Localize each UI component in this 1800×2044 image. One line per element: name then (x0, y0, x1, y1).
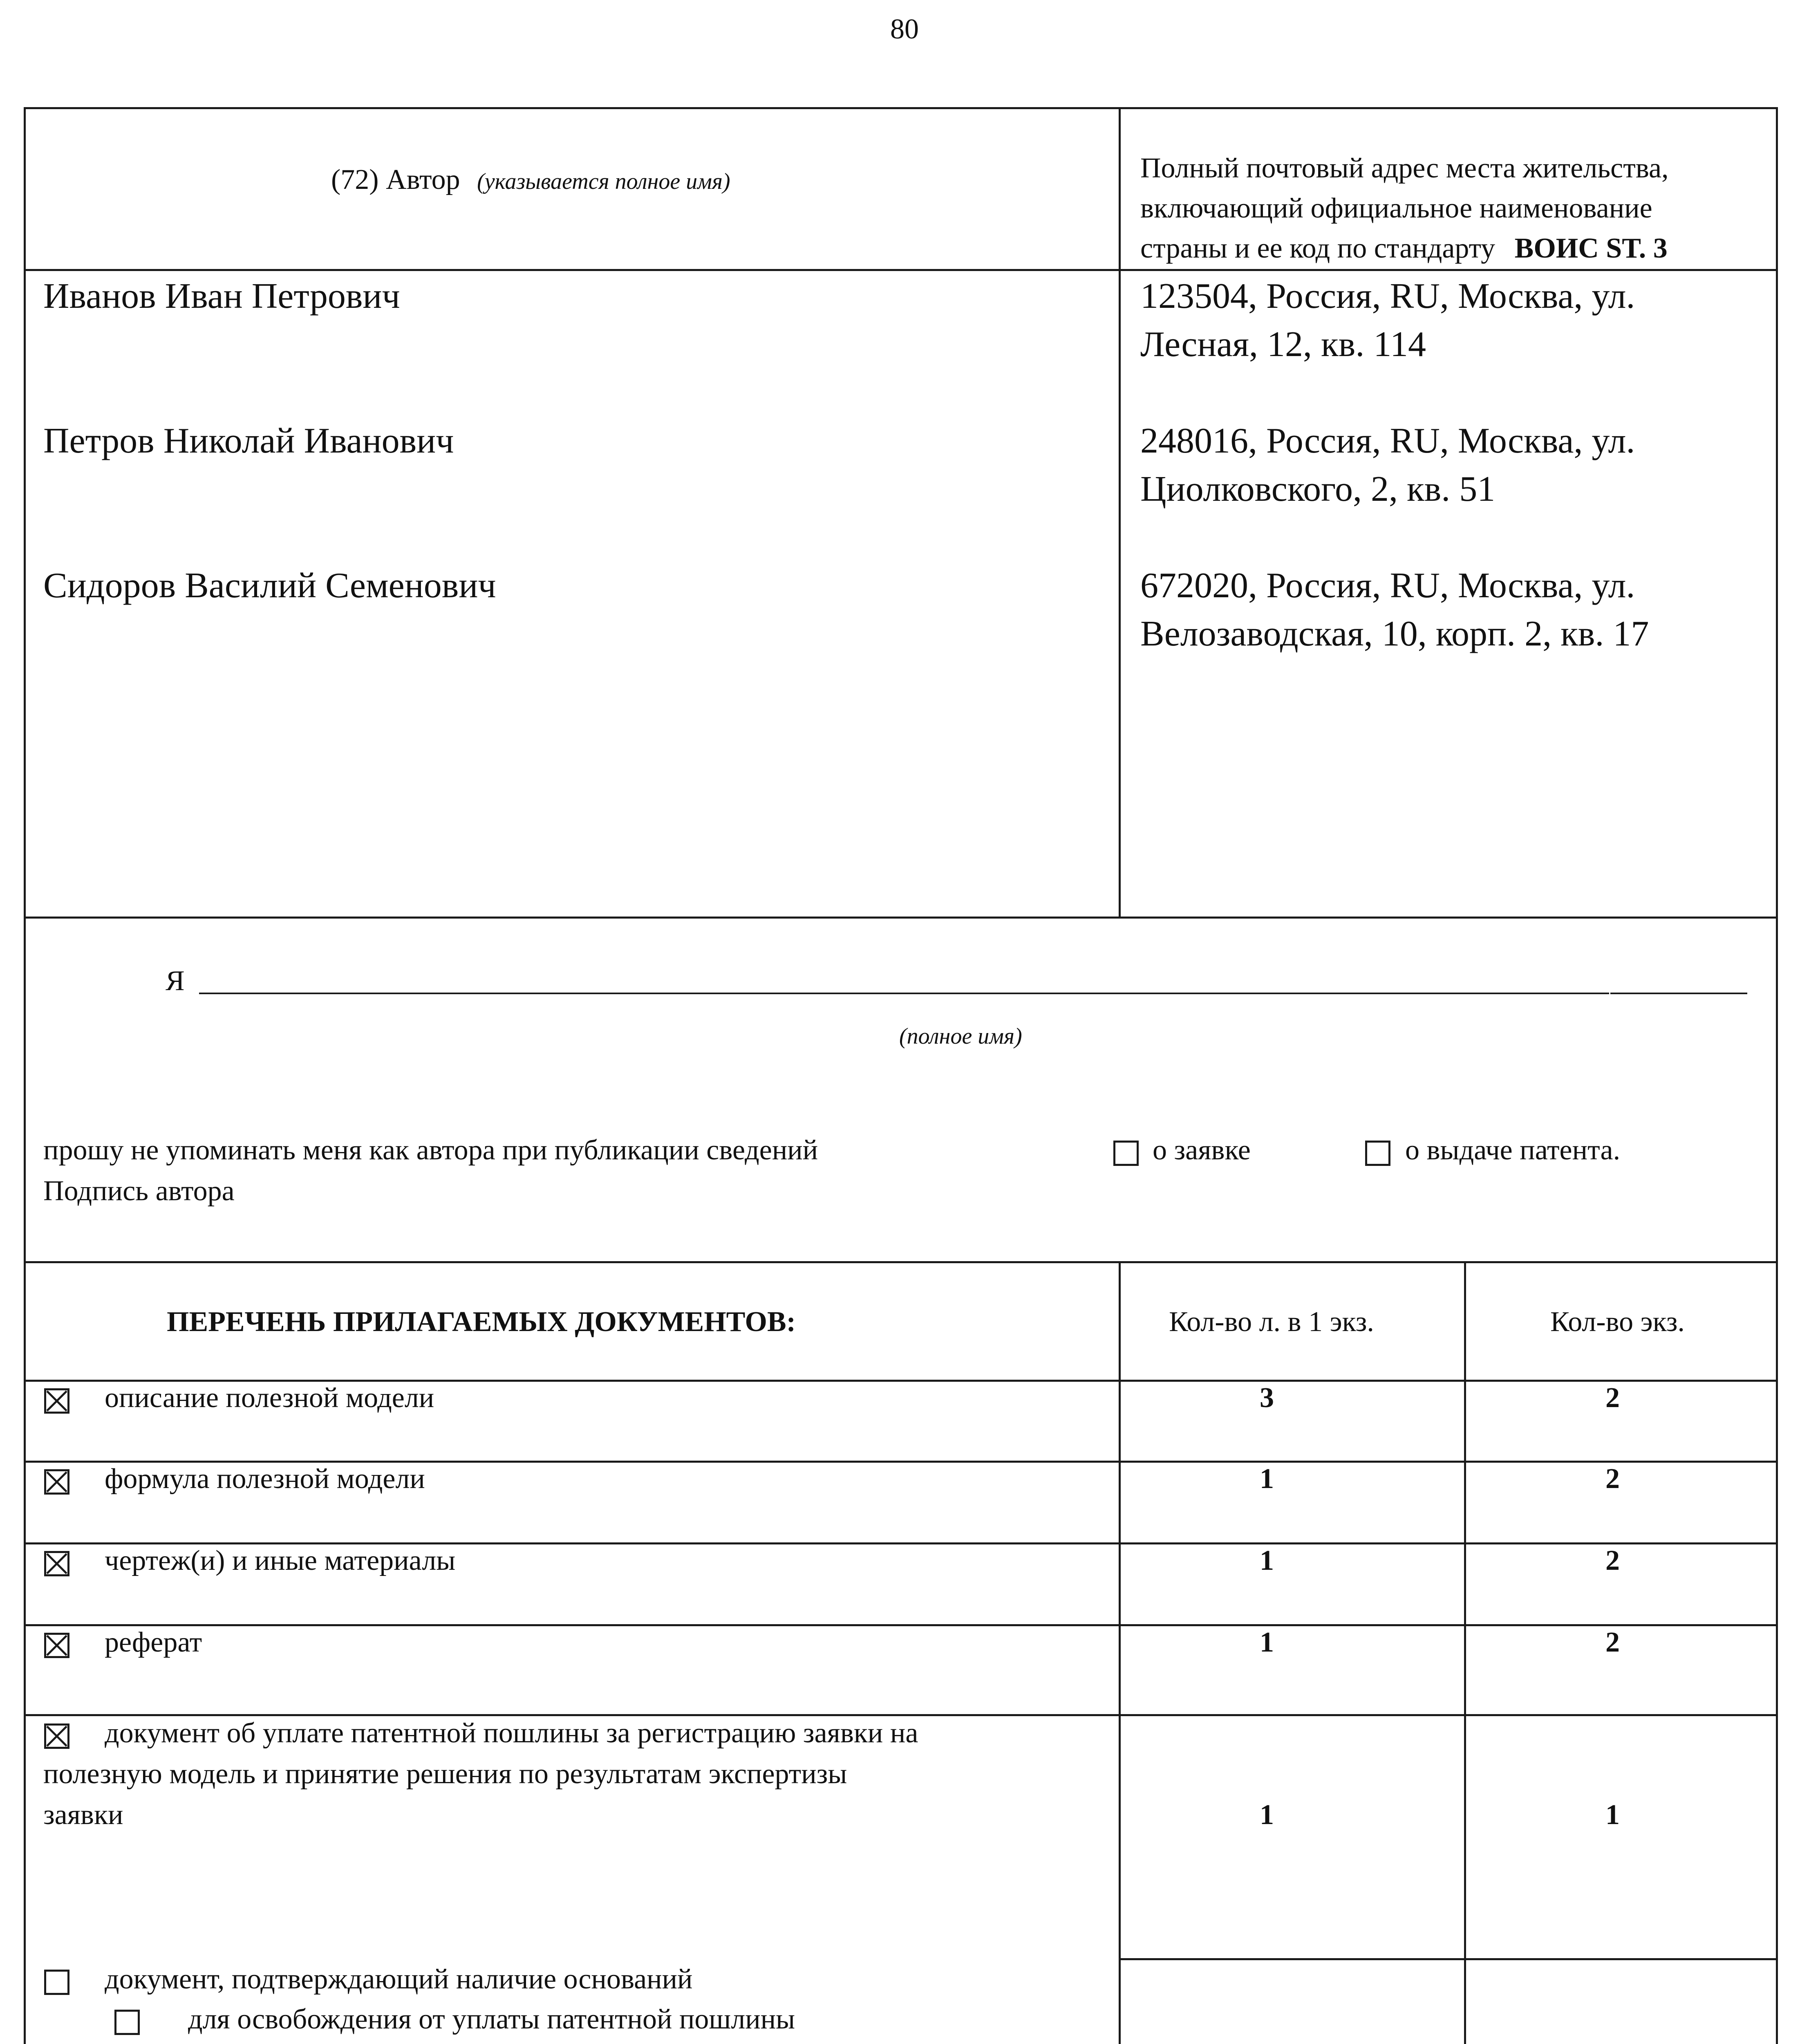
col-sheets-header: Кол-во л. в 1 экз. (1169, 1306, 1374, 1338)
doc-claims-label: формула полезной модели (105, 1463, 425, 1495)
column-separator (1119, 1958, 1778, 1960)
fullname-input-line[interactable] (199, 993, 1609, 994)
option-patent-label: о выдаче патента. (1405, 1134, 1621, 1166)
address-header-line-1: Полный почтовый адрес места жительства, (1140, 152, 1669, 184)
row-separator (24, 1624, 1778, 1626)
grounds-exemption-label: для освобождения от уплаты патентной пошлины (188, 2004, 795, 2035)
page-number: 80 (890, 13, 919, 45)
doc-fee-payment-copies: 1 (1605, 1799, 1620, 1831)
address-header-line-3 (1140, 231, 1668, 266)
non-mention-section-bottom (24, 1261, 1778, 1263)
author-header (331, 163, 730, 197)
doc-description-copies: 2 (1605, 1382, 1620, 1414)
docs-table-title: ПЕРЕЧЕНЬ ПРИЛАГАЕМЫХ ДОКУМЕНТОВ: (167, 1306, 796, 1338)
form-top-border (24, 107, 1778, 109)
grounds-reduction-label (188, 2042, 747, 2044)
non-mention-request: прошу не упоминать меня как автора при публикации сведений (43, 1134, 818, 1166)
grounds-exemption-checkbox[interactable] (114, 2010, 140, 2035)
author-address-3-line-1: 672020, Россия, RU, Москва, ул. (1140, 566, 1635, 605)
doc-fee-payment-label-line-1: документ об уплате патентной пошлины за регистрацию заявки на (105, 1717, 918, 1749)
doc-abstract-sheets: 1 (1260, 1627, 1274, 1658)
doc-grounds-label: документ, подтверждающий наличие оснований (105, 1963, 693, 1995)
doc-abstract-copies: 2 (1605, 1627, 1620, 1658)
doc-drawings-checkbox[interactable] (44, 1551, 69, 1576)
doc-abstract-label: реферат (105, 1627, 202, 1658)
doc-claims-sheets: 1 (1260, 1463, 1274, 1495)
doc-fee-payment-label-line-3: заявки (43, 1799, 123, 1831)
fullname-caption: (полное имя) (899, 1024, 1022, 1049)
author-name-2: Петров Николай Иванович (43, 421, 454, 461)
docs-col-divider-1 (1119, 1261, 1121, 2044)
author-header-note: (указывается полное имя) (477, 169, 730, 194)
doc-grounds-checkbox[interactable] (44, 1970, 69, 1995)
fullname-input-line-tail[interactable] (1610, 993, 1747, 994)
doc-fee-payment-label-line-2: полезную модель и принятие решения по результатам экспертизы (43, 1758, 847, 1790)
author-address-1-line-2: Лесная, 12, кв. 114 (1140, 325, 1426, 364)
doc-claims-checkbox[interactable] (44, 1469, 69, 1495)
option-patent-checkbox[interactable] (1365, 1141, 1390, 1166)
author-address-1-line-1: 123504, Россия, RU, Москва, ул. (1140, 276, 1635, 316)
author-name-1: Иванов Иван Петрович (43, 276, 400, 316)
authors-section-bottom (24, 917, 1778, 919)
doc-drawings-copies: 2 (1605, 1545, 1620, 1576)
authors-header-separator (24, 269, 1778, 271)
doc-fee-payment-checkbox[interactable] (44, 1724, 69, 1749)
wipo-standard: ВОИС ST. 3 (1514, 233, 1668, 264)
doc-drawings-label: чертеж(и) и иные материалы (105, 1545, 456, 1576)
doc-claims-copies: 2 (1605, 1463, 1620, 1495)
author-address-3-line-2: Велозаводская, 10, корп. 2, кв. 17 (1140, 614, 1649, 654)
address-header-text: страны и ее код по стандарту (1140, 233, 1496, 264)
authors-column-divider (1119, 107, 1121, 919)
ya-label: Я (166, 965, 185, 997)
option-application-checkbox[interactable] (1113, 1141, 1139, 1166)
doc-description-checkbox[interactable] (44, 1388, 69, 1414)
form-left-border (24, 107, 26, 2044)
doc-description-label: описание полезной модели (105, 1382, 434, 1414)
col-copies-header: Кол-во экз. (1550, 1306, 1685, 1338)
option-application-label: о заявке (1153, 1134, 1251, 1166)
signature-label: Подпись автора (43, 1175, 235, 1207)
author-address-2-line-2: Циолковского, 2, кв. 51 (1140, 469, 1496, 509)
doc-fee-payment-sheets: 1 (1260, 1799, 1274, 1831)
doc-abstract-checkbox[interactable] (44, 1633, 69, 1658)
docs-col-divider-2 (1464, 1261, 1466, 2044)
author-name-3: Сидоров Василий Семенович (43, 566, 496, 605)
form-right-border (1776, 107, 1778, 2044)
author-address-2-line-1: 248016, Россия, RU, Москва, ул. (1140, 421, 1635, 461)
doc-description-sheets: 3 (1260, 1382, 1274, 1414)
author-header-label: (72) Автор (331, 164, 460, 195)
doc-drawings-sheets: 1 (1260, 1545, 1274, 1576)
address-header-line-2: включающий официальное наименование (1140, 193, 1652, 224)
